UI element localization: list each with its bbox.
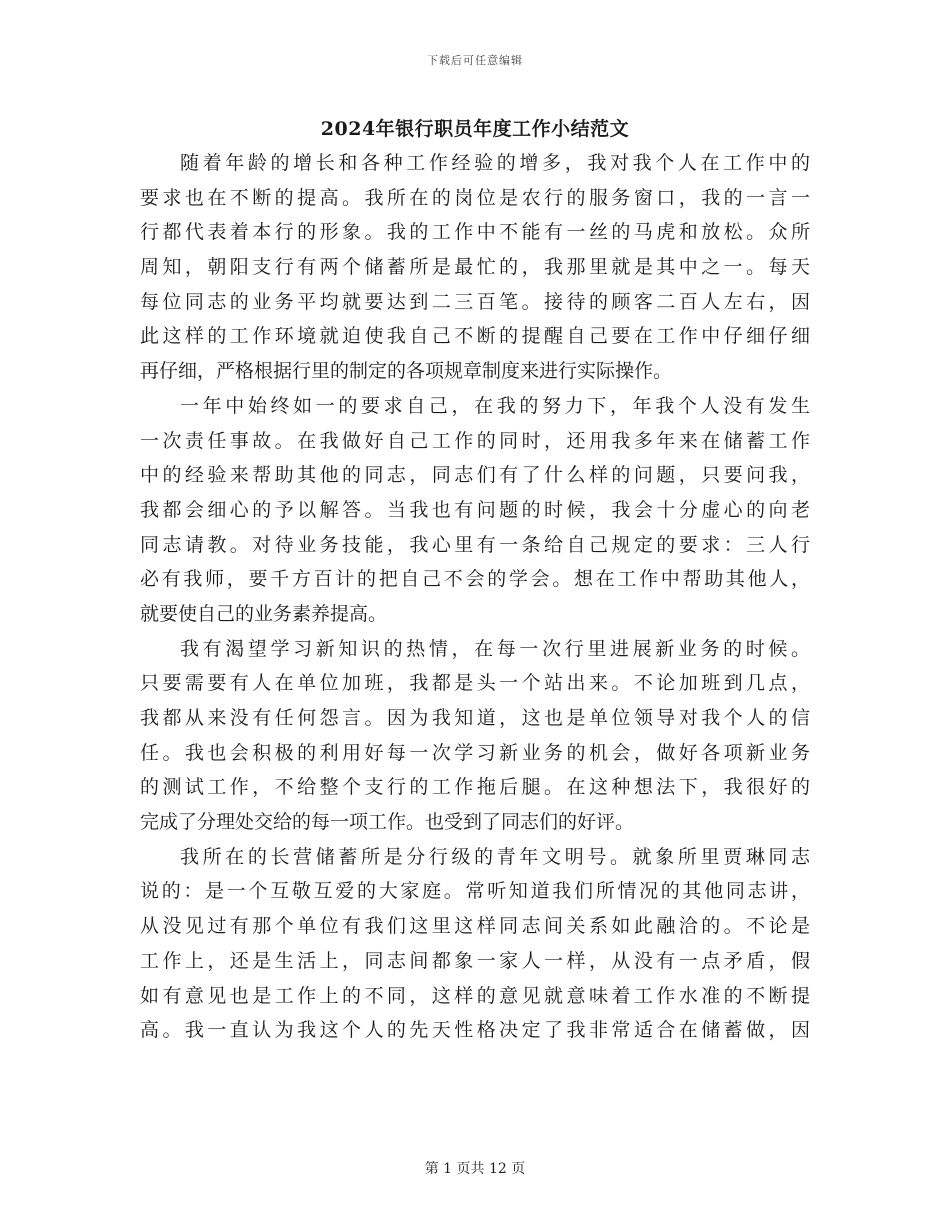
paragraph-3-line-5: 的测试工作，不给整个支行的工作拖后腿。在这种想法下，我很好的 (140, 776, 810, 799)
paragraph-3-line-4: 任。我也会积极的利用好每一次学习新业务的机会，做好各项新业务 (140, 741, 810, 764)
paragraph-2-line-7: 就要使自己的业务素养提高。 (140, 602, 388, 625)
paragraph-4-line-5: 如有意见也是工作上的不同，这样的意见就意味着工作水准的不断提 (140, 984, 810, 1007)
paragraph-1-line-2: 要求也在不断的提高。我所在的岗位是农行的服务窗口，我的一言一 (140, 186, 810, 209)
paragraph-1-line-1: 随着年龄的增长和各种工作经验的增多，我对我个人在工作中的 (180, 152, 810, 174)
paragraph-3-line-6: 完成了分理处交给的每一项工作。也受到了同志们的好评。 (140, 811, 635, 834)
paragraph-1-line-4: 周知，朝阳支行有两个储蓄所是最忙的，我那里就是其中之一。每天 (140, 256, 810, 279)
paragraph-3-line-3: 我都从来没有任何怨言。因为我知道，这也是单位领导对我个人的信 (140, 707, 810, 729)
paragraph-2-line-3: 中的经验来帮助其他的同志，同志们有了什么样的问题，只要问我， (140, 464, 810, 487)
document-title: 2024年银行职员年度工作小结范文 (320, 118, 630, 140)
paragraph-3-line-1: 我有渴望学习新知识的热情，在每一次行里进展新业务的时候。 (180, 637, 810, 660)
paragraph-1-line-5: 每位同志的业务平均就要达到二三百笔。接待的顾客二百人左右，因 (140, 290, 810, 313)
paragraph-1-line-3: 行都代表着本行的形象。我的工作中不能有一丝的马虎和放松。众所 (140, 221, 810, 244)
paragraph-2-line-6: 必有我师，要千方百计的把自己不会的学会。想在工作中帮助其他人， (140, 568, 810, 591)
paragraph-2-line-4: 我都会细心的予以解答。当我也有问题的时候，我会十分虚心的向老 (140, 498, 810, 521)
paragraph-1-line-7: 再仔细，严格根据行里的制定的各项规章制度来进行实际操作。 (140, 360, 673, 383)
paragraph-1-line-6: 此这样的工作环境就迫使我自己不断的提醒自己要在工作中仔细仔细 (140, 325, 810, 348)
paragraph-4-line-3: 从没见过有那个单位有我们这里这样同志间关系如此融洽的。不论是 (140, 915, 810, 938)
document-body (140, 146, 810, 1048)
page-header-note: 下载后可任意编辑 (427, 54, 523, 67)
paragraph-4-line-2: 说的：是一个互敬互爱的大家庭。常听知道我们所情况的其他同志讲， (140, 880, 810, 903)
paragraph-4-line-1: 我所在的长营储蓄所是分行级的青年文明号。就象所里贾琳同志 (180, 845, 810, 868)
page-number-footer: 第 1 页共 12 页 (424, 1161, 526, 1177)
paragraph-4-line-6: 高。我一直认为我这个人的先天性格决定了我非常适合在储蓄做，因 (140, 1019, 810, 1042)
paragraph-2-line-2: 一次责任事故。在我做好自己工作的同时，还用我多年来在储蓄工作 (140, 429, 810, 452)
paragraph-3-line-2: 只要需要有人在单位加班，我都是头一个站出来。不论加班到几点， (140, 672, 810, 695)
paragraph-2-line-1: 一年中始终如一的要求自己，在我的努力下，年我个人没有发生 (180, 394, 810, 417)
paragraph-2-line-5: 同志请教。对待业务技能，我心里有一条给自己规定的要求：三人行 (140, 533, 810, 556)
paragraph-4-line-4: 工作上，还是生活上，同志间都象一家人一样，从没有一点矛盾，假 (140, 949, 810, 972)
